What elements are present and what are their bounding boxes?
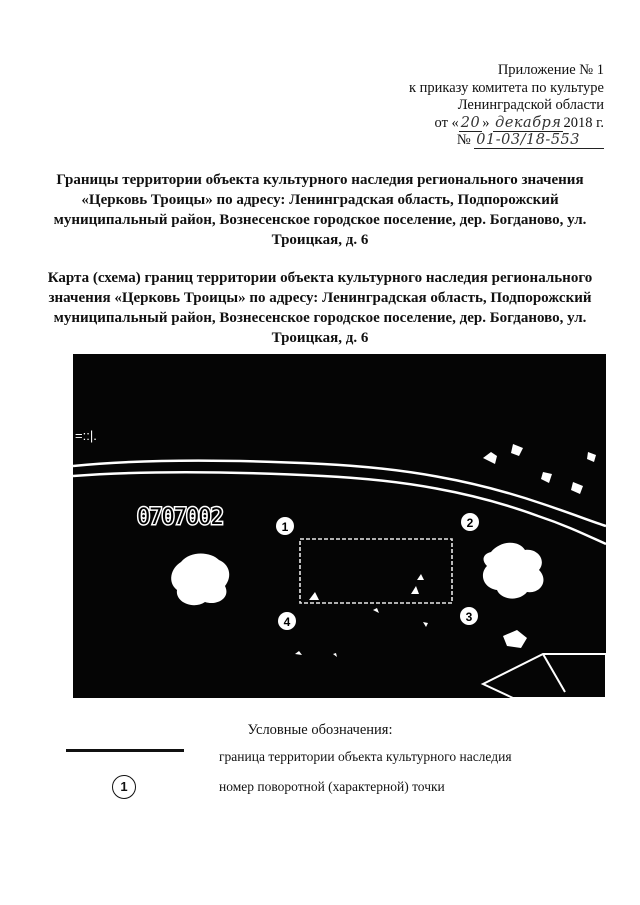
appendix-region-line: Ленинградской области <box>457 97 604 113</box>
boundary-map <box>73 354 606 698</box>
map-title: Карта (схема) границ территории объекта культурного наследия регионального значения «Церковь Троицы» по адресу: Ленинградская область, Подпорожский муниципальный район, Вознесенское городское поселение, дер. Богданово, ул. Троицкая, д. 6 <box>47 270 593 346</box>
legend-boundary <box>66 745 586 771</box>
appendix-header <box>284 62 604 150</box>
appendix-date-line <box>284 115 604 133</box>
date-prefix: от « <box>434 114 459 131</box>
number-prefix: № <box>456 132 471 148</box>
cadastral-label: 0707002 <box>137 505 223 530</box>
appendix-order-line: к приказу комитета по культуре <box>408 79 604 96</box>
date-month: декабря <box>495 114 562 131</box>
legend-point-text: номер поворотной (характерной) точки <box>219 779 445 794</box>
legend-heading: Условные обозначения: <box>247 722 393 738</box>
appendix-number-line <box>284 132 604 150</box>
boundary-point-2 <box>461 513 479 531</box>
boundary-point-4 <box>278 612 296 630</box>
point-3-label: 3 <box>465 610 473 624</box>
date-year: 2018 г. <box>563 114 604 131</box>
map-label-scrap: =::|. <box>75 428 97 443</box>
date-day: 20 <box>460 114 481 131</box>
boundary-point-3 <box>460 607 478 625</box>
legend-line-symbol <box>66 745 184 771</box>
document-title: Границы территории объекта культурного наследия регионального значения «Церковь Троицы» по адресу: Ленинградская область, Подпорожский муниципальный район, Вознесенское городское поселение, дер. Богданово, ул. Троицкая, д. 6 <box>53 172 587 248</box>
order-number: 01-03/18-553 <box>474 132 604 149</box>
legend-point-symbol-cell <box>66 775 184 801</box>
legend-point-symbol: 1 <box>112 775 136 799</box>
map-image <box>73 354 606 698</box>
appendix-number: Приложение № 1 <box>497 62 604 78</box>
point-2-label: 2 <box>466 516 474 530</box>
point-1-label: 1 <box>281 520 289 534</box>
boundary-point-1 <box>276 517 294 535</box>
point-4-label: 4 <box>283 615 291 629</box>
date-mid: » <box>482 114 490 131</box>
legend-point <box>66 775 586 801</box>
legend-boundary-text: граница территории объекта культурного наследия <box>219 749 512 764</box>
